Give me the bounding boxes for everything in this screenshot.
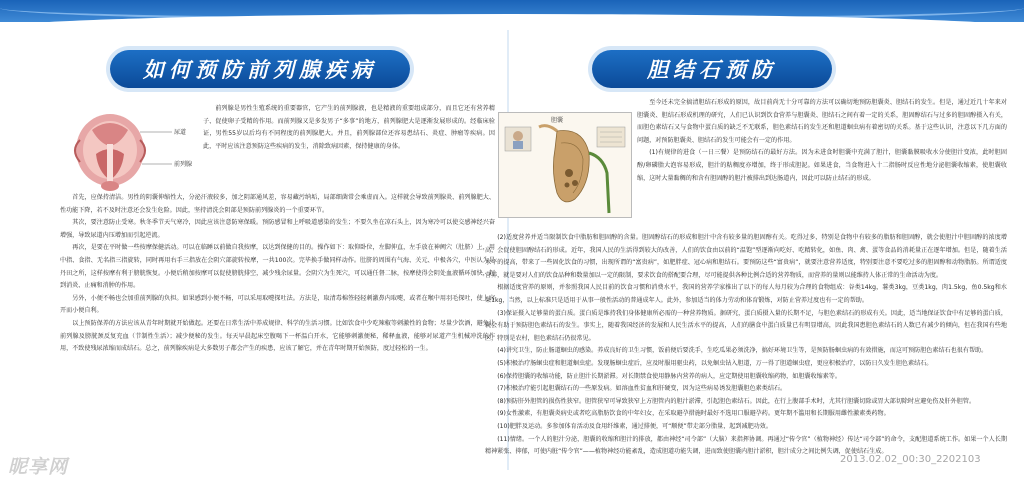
left-body-text — [60, 192, 495, 356]
right-intro-text — [637, 97, 1007, 185]
right-paragraph: (5)积极治疗肠蛔虫症和胆道蛔虫症。发现肠蛔虫症后，应及时服用驱虫药，以免蛔虫钻入胆道，万一得了胆道蛔虫症，更应积极治疗，以防日久发生胆色素结石。 — [497, 359, 933, 367]
gallbladder-drawing — [499, 113, 631, 217]
right-paragraph: (2)适度营养并适当限制饮食中脂肪和胆固醇的含量。胆固醇结石的形成和胆汁中含有较多量的胆固醇有关。吃得过多，特别是食物中有较多的脂肪和胆固醇，就会使胆汁中胆固醇的浓度增高，会促使胆固醇结石的形成。近年，我国人民的生活得到较大的改善，人们的饮食由以前的“温饱”型逐渐向吃好、吃精转化，如鱼、肉、禽、蛋等食品的消耗量正在逐年增加。但是，随着生活水平的提高，带来了一些固化饮食的习惯，出现所谓的“富贵病”，如肥胖症、冠心病和胆结石。要预防这些“富贵病”，就要注意营养适度，特别要注意不要吃过多的胆固醇和动物脂肪。所谓适度营养，就是要对人们的饮食品种和数量加以一定的限制，要求饮食的搭配要合理，尽可能提供各种比例合适的营养物质，而营养的量则以能维持人体正常的生命活动为度。 — [485, 234, 1007, 279]
left-title-banner — [110, 50, 410, 88]
left-intro-text — [203, 103, 495, 153]
right-paragraph: (9)女性激素，有胆囊炎病史或者吃高脂肪饮食的中年妇女，在采取避孕措施时最好不选用口服避孕药。更年期不滥用和长期服用雌性激素类药物。 — [497, 410, 890, 418]
watermark-logo: 昵享网 — [8, 456, 69, 478]
prostate-drawing — [60, 110, 200, 192]
right-title-banner — [592, 50, 832, 88]
right-paragraph: (3)保证摄入足够量的蛋白质。蛋白质是维持我们身体健康所必需的一种营养物质。据研究，蛋白质摄入量的长期不足，与胆色素结石的形成有关。因此，适当地保证饮食中有足够的蛋白质，就会有助于预防胆色素结石的发生。事实上，随着我国经济的发展和人民生活水平的提高，人们的膳食中蛋白质量已有明显增高，因此我国患胆色素结石的人数已有减少的倾向，但在我国有些地区，特别是农村，胆色素结石仍很常见。 — [485, 309, 1007, 342]
right-paragraph: (1)有规律的进食（一日三餐）是预防结石的最好方法。因为未进食时胆囊中充满了胆汁，胆囊黏膜吸收水分使胆汁变浓，此时胆固醇/卵磷脂大泡容易形成，胆汁的粘稠度亦增加，终于形成胆泥。如果进食，当食物进入十二指肠时反应性地分泌胆囊收缩素，使胆囊收缩，这时大量黏稠的和含有胆固醇的胆汁被排出到达肠道内，因此可以防止结石的形成。 — [637, 149, 1007, 182]
right-paragraph: (11)情绪。一个人的胆汁分泌，胆囊的收缩和胆汁的排放，都由神经“司令部”（大脑）来指挥协调。再通过“传令官”（植物神经）传达“司令部”的命令，支配胆道系统工作。如果一个人长期精神紧张、抑郁，可使内脏“传令官”——植物神经功能紊乱，造成胆道功能失调，进而致使胆囊内胆汁淤积，胆汁成分之间比例失调，促使结石生成。 — [485, 435, 1007, 456]
right-paragraph: (8)预防肝外胆管的损伤性狭窄。胆管狭窄可导致狭窄上方胆管内的胆汁淤滞，引起胆色素结石。因此，在行上腹部手术时，尤其行胆囊切除或胃大部切除时应避免伤及肝外胆管。 — [497, 397, 976, 405]
gallbladder-header: 胆囊 — [551, 117, 564, 124]
left-title: 如何预防前列腺疾病 — [143, 57, 377, 82]
right-paragraph: (6)保持胆囊的收缩功能，防止胆汁长期淤滞。对长期禁食使用静脉内营养的病人，应定期使用胆囊收缩药物，如胆囊收缩素等。 — [497, 372, 841, 380]
watermark-id: 2013.02.02_00:30_2202103 — [840, 454, 981, 465]
right-paragraph: 根据适度营养的原则，并参照我国人民目前的饮食习惯和消费水平，我国的营养学家推出了以下的每人每月较为合理的食物组成：谷类14kg，薯类3kg，豆类1kg，肉1.5kg，鱼0.5kg和水果1kg，当然，以上标准只是适用于从事一般性活动的普通成年人。此外，参加适当的体力劳动和体育锻炼，对防止营养过度也有一定的帮助。 — [485, 284, 1007, 304]
left-paragraph: 另外，小便不畅也会加重前列腺的负担。如果感到小便不畅，可以采用取嚏探吐法。方法是，取清毒棉签轻轻刺激鼻内取嚏，或者在喉中用羽毛探吐，使上窍开而小便自利。 — [60, 294, 495, 315]
right-title: 胆结石预防 — [647, 57, 777, 82]
left-intro-paragraph: 前列腺是男性生殖系统的重要器官，它产生的前列腺液，也是精液的重要组成部分，而且它还有营养精子、促使卵子受精的作用。而前列腺又是多发男子“多事”的地方，前列腺肥大是逐渐发展形成的。经临床验证，男性55岁以后均有不同程度的前列腺肥大。并且，前列腺部位还容易患结石、炎症、肿瘤等疾病。因此，平时应该注意预防这些疾病的发生，消除致病因素，保持健康的身体。 — [203, 105, 495, 150]
prostate-illustration — [60, 110, 200, 192]
top-wave-band — [0, 0, 1024, 22]
left-paragraph: 首先，应保持清洁。男性的阴囊伸缩性大，分泌汗液较多，加之阴部通风差，容易藏污纳垢，局部细菌常会乘虚而入。这样就会导致前列腺炎、前列腺肥大、性功能下降，若不及时注意还会发生危险。因此，坚持清洗会阴部是预防前列腺炎的一个重要环节。 — [60, 194, 495, 214]
right-paragraph: (7)积极治疗能引起胆囊结石的一些原发病。如溶血性贫血和肝硬变，因为这些病易诱发胆囊胆色素类结石。 — [497, 385, 787, 393]
right-paragraph: (10)肥胖及运动。多参加体育活动及食用纤维素，通过排便，可“顺便”带走部分脂量，起到减肥功效。 — [497, 422, 772, 430]
label-urethra: 尿道 — [174, 129, 187, 136]
gallbladder-illustration — [498, 112, 632, 218]
right-paragraph: 至今还未完全搞清胆结石形成的原因，故目前尚无十分可靠的方法可以确切地预防胆囊炎、胆结石的发生。但是，通过近几十年来对胆囊炎、胆结石形成机理的研究，人们已认识到饮食营养与胆囊炎、胆结石之间有着一定的关系，胆固醇结石与过多的胆固醇摄入有关，而胆色素结石又与食物中蛋白质的缺乏不无联系，胆色素结石的发生还和胆道蛔虫病有着密切的关系。基于这些认识，注意以下几方面的问题，对预防胆囊炎、胆结石的发生可能会有一定的作用。 — [637, 99, 1007, 144]
right-paragraph: (4)讲究卫生，防止肠道蛔虫的感染。养成良好的卫生习惯，饭前便后要洗手，生吃瓜果必须洗净，搞好环境卫生等，是预防肠蛔虫病的有效措施，而这可预防胆色素结石也很有帮助。 — [497, 347, 988, 355]
left-paragraph: 以上预防保养的方法应该从青年时期就开始做起。还要在日常生活中养成规律、科学的生活习惯。比如饮食中少吃辣椒等刺激性的食物；尽量少饮酒，避免让前列腺及膀胱颈反复充血（节制性生活）；减少便秘的发生。每天早晨起床空腹喝下一杯温白开水，它能够刺激便秘，稀释血液，能够对尿道产生机械冲洗的作用，不致使残尿浓缩而成结石。总之，前列腺疾病是大多数男子都会产生的疾患，应该了解它，并在青年时期开始预防，度过轻松的一生。 — [60, 319, 495, 353]
left-paragraph: 再次，是要在平时做一些按摩保健活动。可以在临睡以前做自我按摩，以达到保健的目的。操作如下：取仰卧位，左脚伸直，左手放在神阙穴（肚脐）上，用中指、食指、无名指三指旋转，同时再用右手三指放在会阴穴部旋转按摩，一共100次。完毕换手做同样动作。肚脐的周围有气海、关元、中极各穴，中医认为是丹田之所，这样按摩有利于膀胱恢复。小便后稍加按摩可以促使膀胱排空，减少残余尿量。会阴穴为生死穴，可以通任督二脉，按摩使得会阴处血液循环加快，起到消炎、止痛和消肿的作用。 — [60, 244, 495, 290]
right-body-text — [485, 232, 1007, 459]
left-paragraph: 其次，要注意防止受寒。秋冬季节天气寒冷，因此应该注意防寒保暖。预防感冒和上呼吸道感染的发生；不要久坐在凉石头上，因为寒冷可以使交感神经兴奋增强，导致尿道内压增加而引起逆流。 — [60, 219, 495, 239]
label-prostate: 前列腺 — [174, 161, 193, 168]
